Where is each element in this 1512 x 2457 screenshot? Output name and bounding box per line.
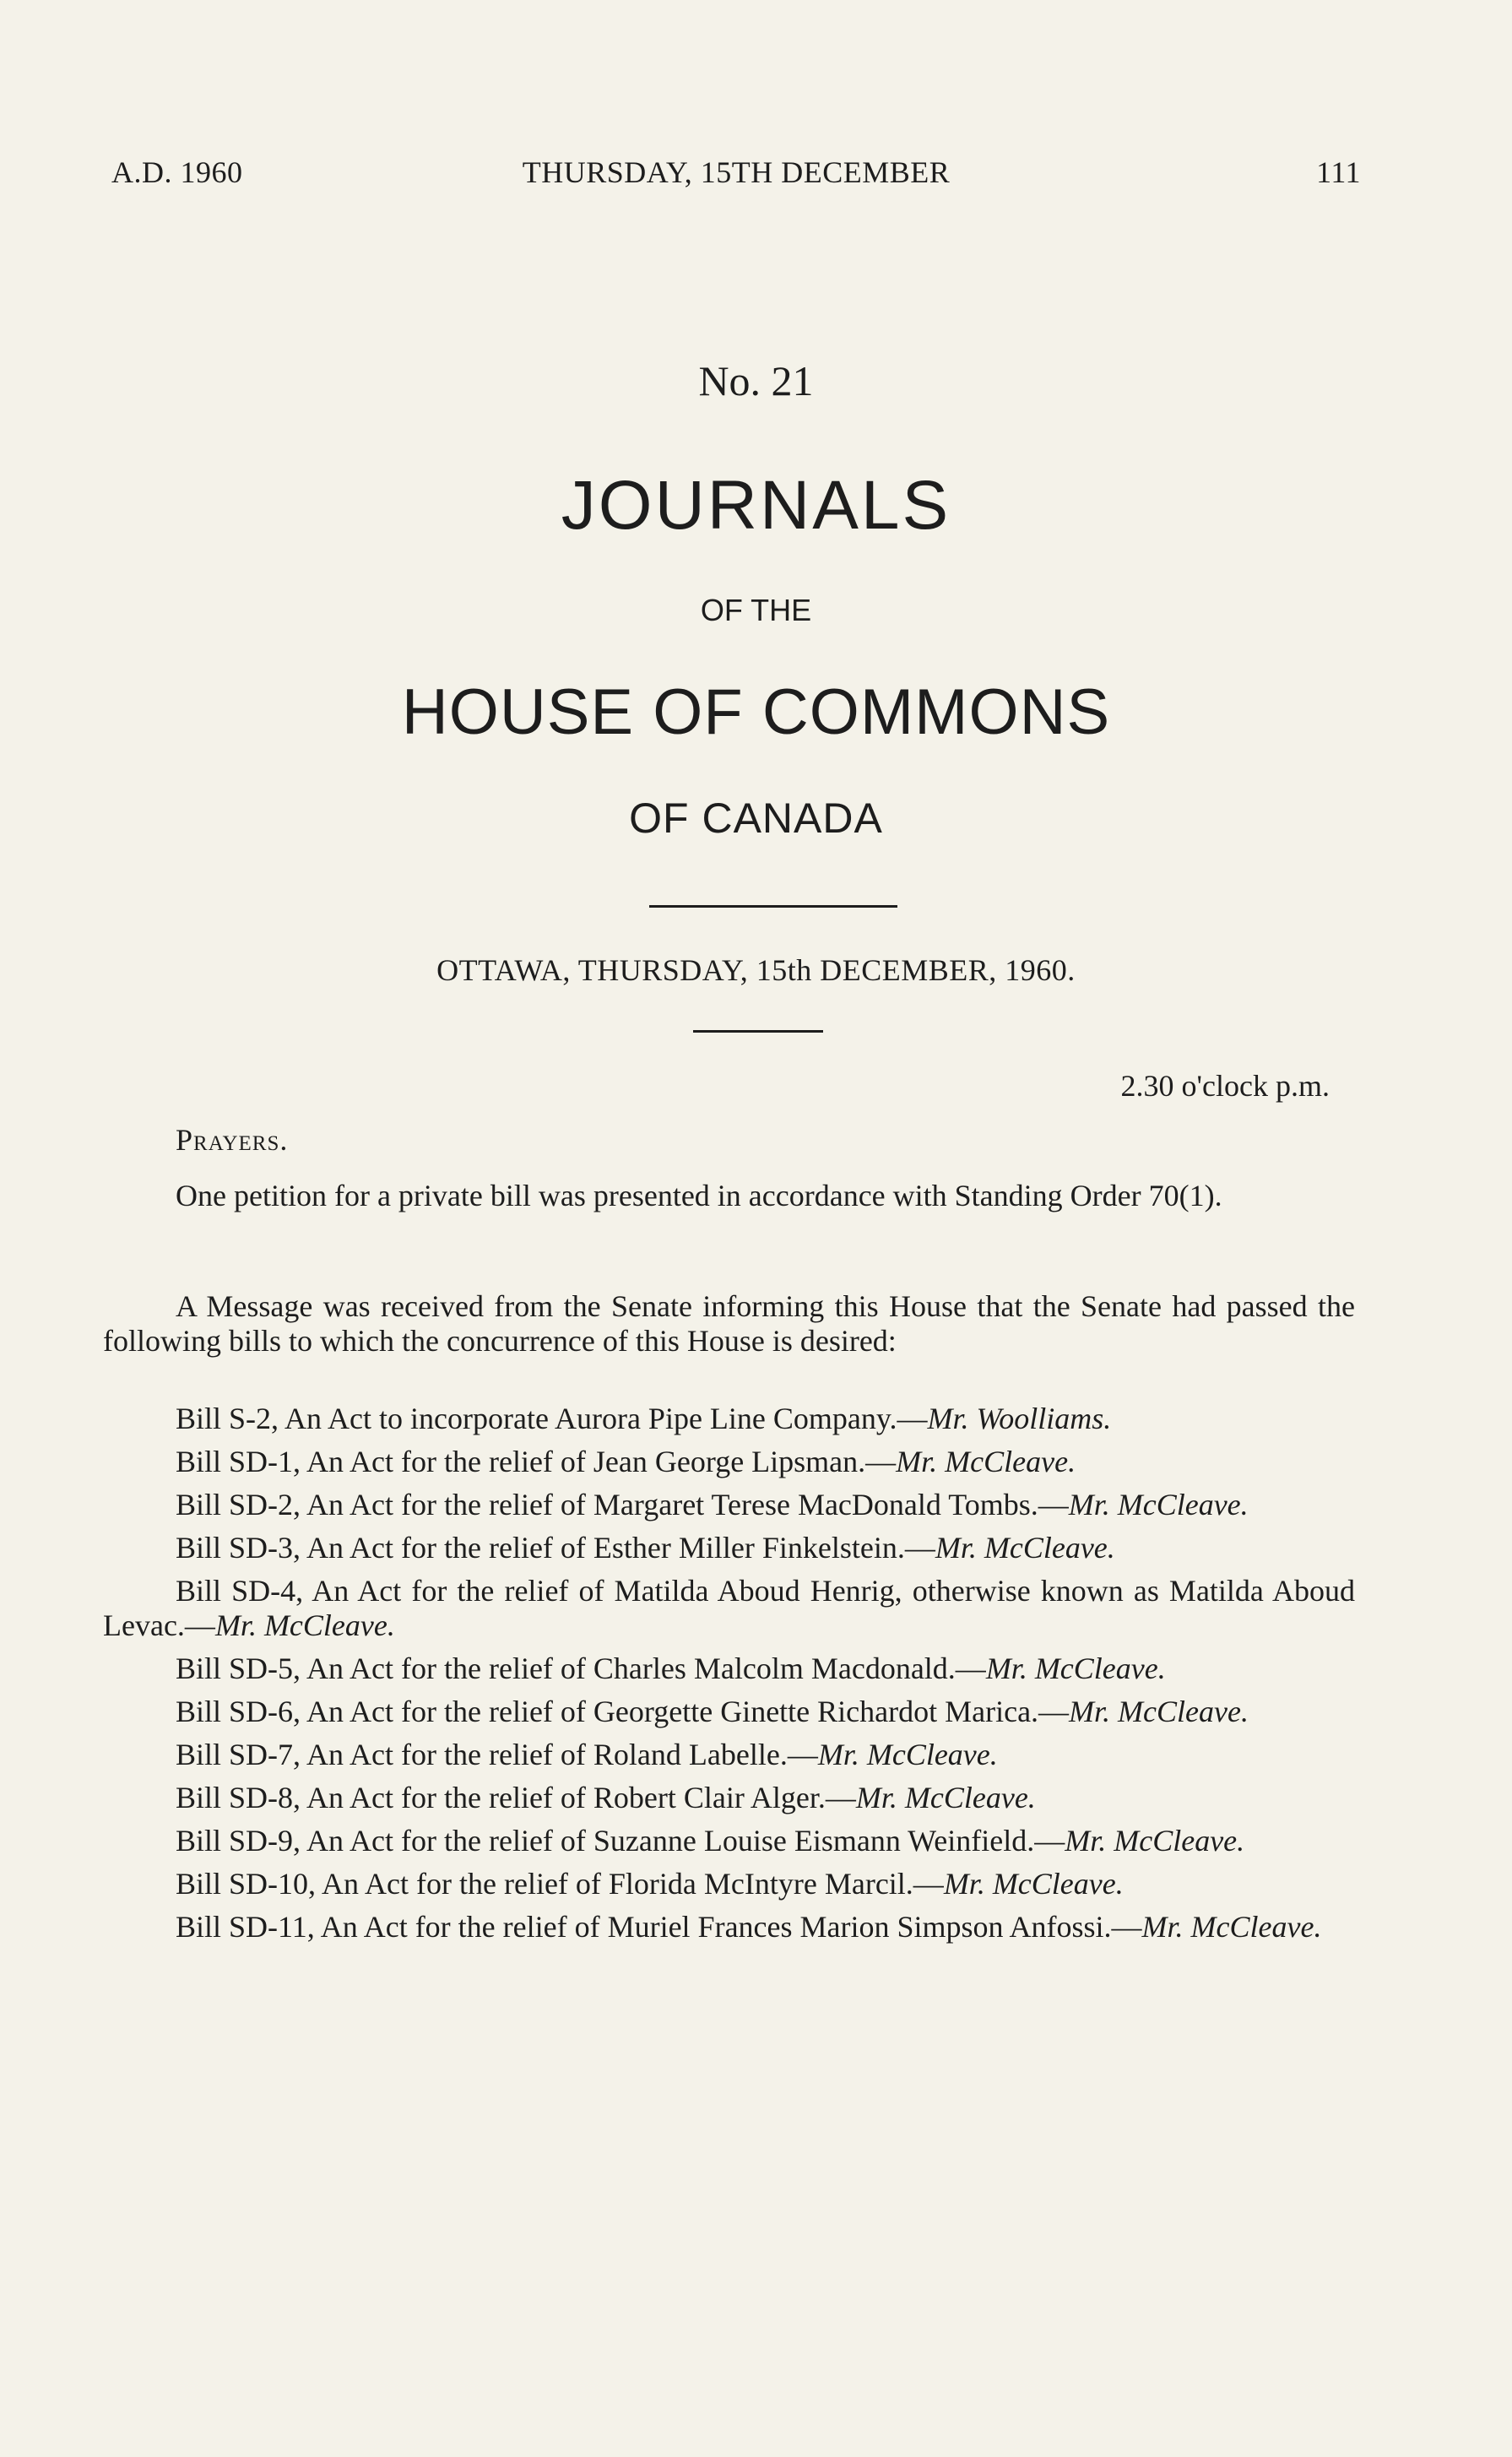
bill-text: Bill S-2, An Act to incorporate Aurora Pipe Line Company.— [176, 1402, 928, 1435]
title-of-the: OF THE [700, 593, 812, 627]
bill-item [103, 1531, 1355, 1565]
bill-text: Bill SD-10, An Act for the relief of Florida McIntyre Marcil.— [176, 1867, 944, 1901]
bill-item [103, 1402, 1355, 1436]
bill-list [103, 1402, 1355, 1953]
bill-item [103, 1488, 1355, 1522]
bill-mover: Mr. McCleave. [1069, 1695, 1249, 1728]
bill-text: Bill SD-8, An Act for the relief of Robert Clair Alger.— [176, 1781, 856, 1814]
bill-text: Bill SD-2, An Act for the relief of Margaret Terese MacDonald Tombs.— [176, 1488, 1069, 1521]
senate-message-paragraph [103, 1289, 1355, 1359]
bill-text: Bill SD-6, An Act for the relief of Georgette Ginette Richardot Marica.— [176, 1695, 1070, 1728]
prayers-heading: Prayers. [176, 1123, 289, 1157]
bill-mover: Mr. McCleave. [214, 1608, 395, 1642]
message-text: A Message was received from the Senate informing this House that the Senate had passed the following bills to which the concurrence of this House is desired: [103, 1289, 1355, 1358]
page-number: 111 [1316, 155, 1361, 189]
bill-item [103, 1824, 1355, 1858]
bill-mover: Mr. McCleave. [985, 1652, 1166, 1685]
bill-mover: Mr. McCleave. [896, 1445, 1076, 1478]
bill-mover: Mr. McCleave. [1068, 1488, 1249, 1521]
bill-mover: Mr. McCleave. [935, 1531, 1115, 1565]
bill-text: Bill SD-5, An Act for the relief of Charles Malcolm Macdonald.— [176, 1652, 986, 1685]
bill-text: Bill SD-3, An Act for the relief of Esther Miller Finkelstein.— [176, 1531, 935, 1565]
bill-item [103, 1695, 1355, 1729]
bill-text: Bill SD-7, An Act for the relief of Roland Labelle.— [176, 1738, 818, 1771]
bill-mover: Mr. McCleave. [1141, 1910, 1322, 1944]
header-year: A.D. 1960 [111, 155, 243, 189]
bill-text: Bill SD-9, An Act for the relief of Suzanne Louise Eismann Weinfield.— [176, 1824, 1065, 1858]
petition-text: One petition for a private bill was presented in accordance with Standing Order 70(1). [176, 1179, 1222, 1212]
issue-number: No. 21 [698, 357, 814, 404]
bill-item [103, 1781, 1355, 1815]
bill-item [103, 1574, 1355, 1643]
sitting-time: 2.30 o'clock p.m. [1120, 1069, 1330, 1103]
divider-rule [693, 1030, 823, 1033]
dateline: OTTAWA, THURSDAY, 15th DECEMBER, 1960. [436, 953, 1076, 987]
house-title: HOUSE OF COMMONS [401, 676, 1111, 748]
bill-item [103, 1738, 1355, 1772]
title-of-canada: OF CANADA [629, 795, 883, 842]
bill-mover: Mr. McCleave. [855, 1781, 1036, 1814]
bill-text: Bill SD-1, An Act for the relief of Jean George Lipsman.— [176, 1445, 897, 1478]
bill-item [103, 1445, 1355, 1479]
bill-mover: Mr. McCleave. [817, 1738, 998, 1771]
bill-mover: Mr. McCleave. [943, 1867, 1124, 1901]
journal-title: JOURNALS [561, 467, 951, 544]
bill-text: Bill SD-4, An Act for the relief of Matilda Aboud Henrig, otherwise known as Matilda Aboud Levac.— [103, 1574, 1355, 1642]
bill-item [103, 1652, 1355, 1686]
bill-item [103, 1867, 1355, 1901]
divider-rule [649, 905, 897, 908]
bill-mover: Mr. McCleave. [1065, 1824, 1245, 1858]
bill-item [103, 1910, 1355, 1944]
bill-mover: Mr. Woolliams. [927, 1402, 1112, 1435]
header-date: THURSDAY, 15TH DECEMBER [522, 155, 951, 189]
bill-text: Bill SD-11, An Act for the relief of Muriel Frances Marion Simpson Anfossi.— [176, 1910, 1142, 1944]
petition-paragraph [103, 1179, 1355, 1213]
